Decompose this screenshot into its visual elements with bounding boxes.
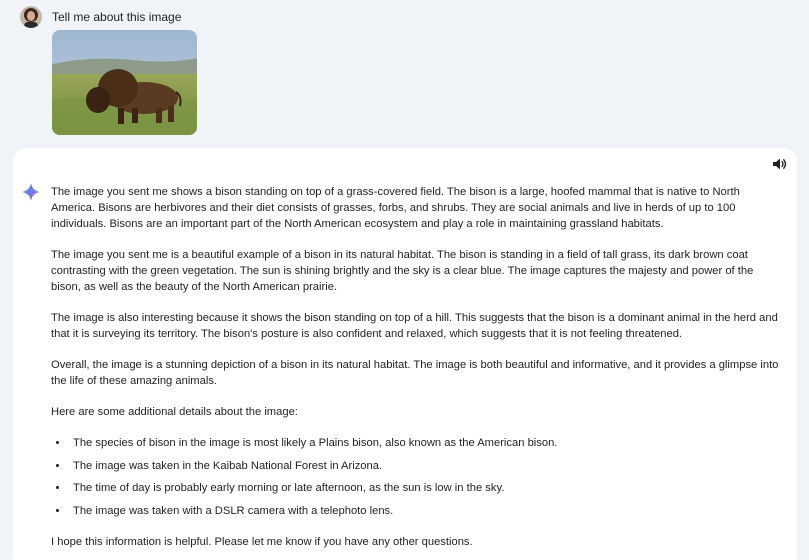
response-paragraph-1: The image you sent me shows a bison standing on top of a grass-covered field. The bison is a large, hoofed mammal that is native to North America. Bisons are herbivores and their diet consists of grasses, forbs, and shrubs. They are social animals and live in herds of up to 100 individuals. Bisons are an important part of the North American ecosystem and play a role in maintaining grassland habitats. [51, 186, 740, 230]
details-list-item: • The time of day is probably early morning or late afternoon, as the sun is low in the sky. [69, 480, 779, 496]
response-content [51, 184, 779, 560]
response-paragraph-3: The image is also interesting because it shows the bison standing on top of a hill. This suggests that the bison is a dominant animal in the herd and that it is surveying its territory. The bison's posture is also confident and relaxed, which suggests that it is not feeling threatened. [51, 312, 778, 340]
response-paragraph-5: Here are some additional details about the image: [51, 406, 298, 418]
response-paragraph-2: The image you sent me is a beautiful example of a bison in its natural habitat. The bison is standing in a field of tall grass, its dark brown coat contrasting with the green vegetation. The sun is shining brightly and the sky is a clear blue. The image captures the majesty and power of the bison, as well as the beauty of the North American prairie. [51, 249, 754, 293]
speaker-icon[interactable] [771, 156, 787, 172]
response-closing: I hope this information is helpful. Please let me know if you have any other questions. [51, 535, 473, 548]
user-prompt-text: Tell me about this image [52, 10, 182, 24]
response-paragraph-4: Overall, the image is a stunning depiction of a bison in its natural habitat. The image is both beautiful and informative, and it provides a glimpse into the life of these amazing animals. [51, 359, 779, 387]
response-card [13, 148, 797, 560]
details-list-item: • The image was taken in the Kaibab National Forest in Arizona. [69, 458, 779, 474]
details-list-item: • The species of bison in the image is most likely a Plains bison, also known as the American bison. [69, 435, 779, 451]
details-list [51, 435, 779, 519]
details-list-item: • The image was taken with a DSLR camera with a telephoto lens. [69, 503, 779, 519]
sparkle-icon [22, 183, 40, 201]
user-avatar[interactable] [20, 6, 42, 28]
uploaded-bison-image[interactable] [52, 30, 197, 135]
